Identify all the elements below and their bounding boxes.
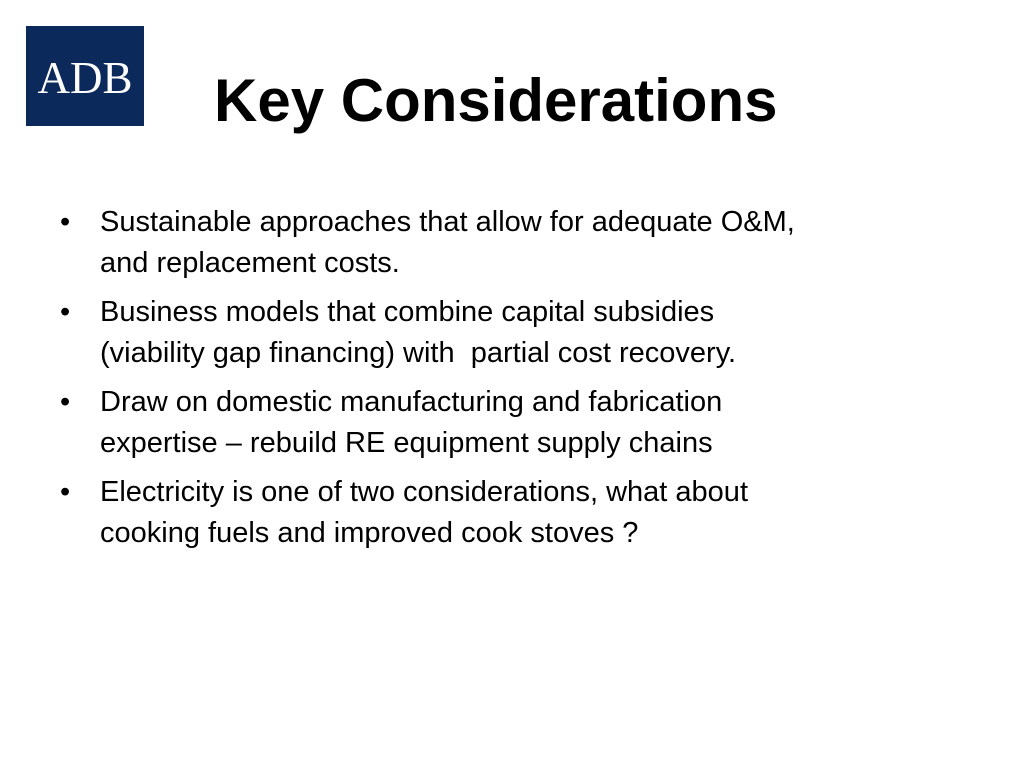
bullet-list (60, 202, 960, 562)
bullet-marker: • (60, 476, 71, 508)
bullet-text-line: Draw on domestic manufacturing and fabrication (100, 386, 723, 418)
bullet-text-line: cooking fuels and improved cook stoves ? (100, 517, 639, 549)
bullet-text-line: (viability gap financing) with partial cost recovery. (100, 337, 737, 369)
bullet-text-line: and replacement costs. (100, 247, 400, 279)
bullet-marker: • (60, 386, 71, 418)
bullet-item (60, 292, 960, 374)
bullet-text-line: Sustainable approaches that allow for adequate O&M, (100, 206, 795, 238)
bullet-item (60, 472, 960, 554)
adb-logo (26, 26, 144, 126)
slide-title: Key Considerations (214, 67, 778, 134)
bullet-text-line: expertise – rebuild RE equipment supply chains (100, 427, 713, 459)
bullet-text-line: Electricity is one of two considerations, what about (100, 476, 748, 508)
bullet-item (60, 202, 960, 284)
bullet-marker: • (60, 206, 71, 238)
logo-text: ADB (37, 52, 133, 103)
bullet-item (60, 382, 960, 464)
bullet-text-line: Business models that combine capital subsidies (100, 296, 715, 328)
bullet-marker: • (60, 296, 71, 328)
